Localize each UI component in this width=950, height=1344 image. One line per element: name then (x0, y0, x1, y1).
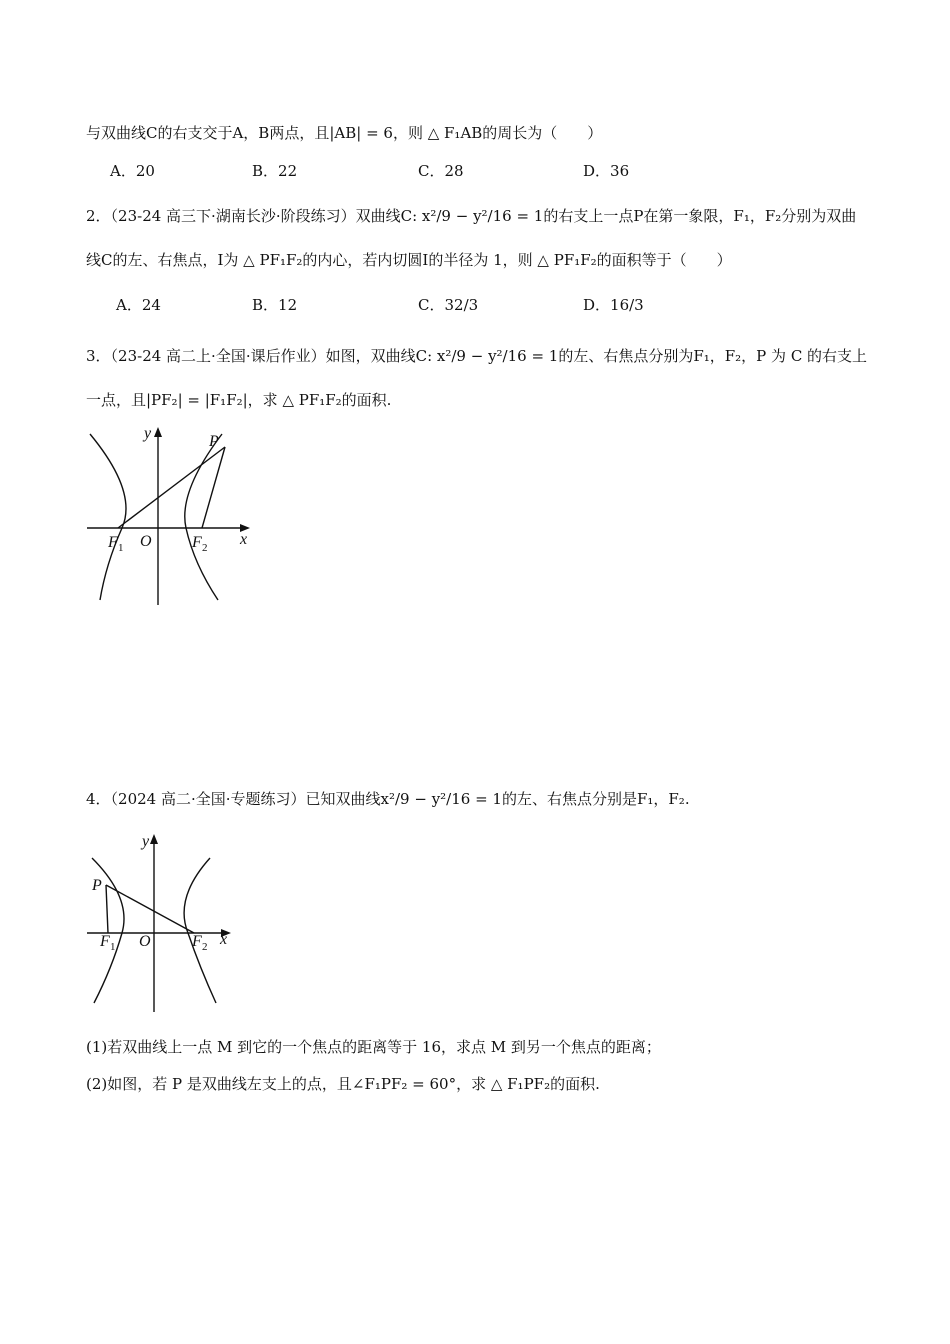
q4-label-o: O (139, 933, 151, 950)
q3-label-o: O (140, 533, 152, 550)
q4-label-f2: F (192, 933, 202, 950)
q4-part-2: (2)如图，若 P 是双曲线左支上的点，且∠F₁PF₂ = 60°，求 △ F₁PF₂的面积. (86, 1075, 600, 1093)
q3-line-1: 3．（23-24 高二上·全国·课后作业）如图，双曲线C: x²/9 − y²/16 = 1的左、右焦点分别为F₁，F₂，P 为 C 的右支上 (86, 347, 868, 365)
q1-option-a: A．20 (110, 162, 155, 180)
q3-line-2: 一点，且|PF₂| = |F₁F₂|，求 △ PF₁F₂的面积. (86, 391, 392, 409)
q3-left-branch (90, 434, 126, 600)
q4-label-f2-sub: 2 (202, 941, 208, 953)
q4-label-f1-sub: 1 (110, 941, 116, 953)
q3-label-f1-sub: 1 (118, 542, 124, 554)
q3-hyperbola-figure (82, 422, 262, 612)
q2-option-b: B．12 (252, 296, 298, 314)
q3-label-f2: F (192, 534, 202, 551)
q3-y-axis-arrow (154, 427, 162, 437)
q3-label-x: x (240, 531, 248, 548)
q4-hyperbola-figure (82, 828, 242, 1018)
q4-segment-pf1 (106, 885, 108, 933)
q4-y-axis-arrow (150, 834, 158, 844)
q3-segment-pf1 (118, 447, 225, 528)
q3-label-f1: F (108, 534, 118, 551)
q4-label-p: P (92, 877, 102, 894)
q4-segment-pf2 (106, 885, 194, 933)
q4-label-y: y (142, 833, 150, 850)
q3-label-y: y (144, 425, 152, 442)
q3-label-f2-sub: 2 (202, 542, 208, 554)
q3-right-branch (185, 434, 222, 600)
q2-line-2: 线C的左、右焦点，I为 △ PF₁F₂的内心，若内切圆I的半径为 1，则 △ PF₁F₂的面积等于（ ） (86, 251, 732, 269)
q2-option-d: D．16/3 (583, 296, 644, 314)
q4-label-f1: F (100, 933, 110, 950)
q1-option-d: D．36 (583, 162, 630, 180)
q1-option-c: C．28 (418, 162, 464, 180)
q1-stem: 与双曲线C的右支交于A，B两点，且|AB| = 6，则 △ F₁AB的周长为（ ） (86, 124, 603, 142)
q1-option-b: B．22 (252, 162, 298, 180)
q4-part-1: (1)若双曲线上一点 M 到它的一个焦点的距离等于 16，求点 M 到另一个焦点的距离； (86, 1038, 661, 1056)
q2-option-c: C．32/3 (418, 296, 479, 314)
q2-option-a: A．24 (116, 296, 161, 314)
q3-label-p: P (209, 433, 219, 450)
q4-label-x: x (220, 931, 228, 948)
q2-line-1: 2．（23-24 高三下·湖南长沙·阶段练习）双曲线C: x²/9 − y²/16 = 1的右支上一点P在第一象限，F₁，F₂分别为双曲 (86, 207, 857, 225)
q4-line-1: 4．（2024 高二·全国·专题练习）已知双曲线x²/9 − y²/16 = 1的左、右焦点分别是F₁，F₂. (86, 790, 690, 808)
